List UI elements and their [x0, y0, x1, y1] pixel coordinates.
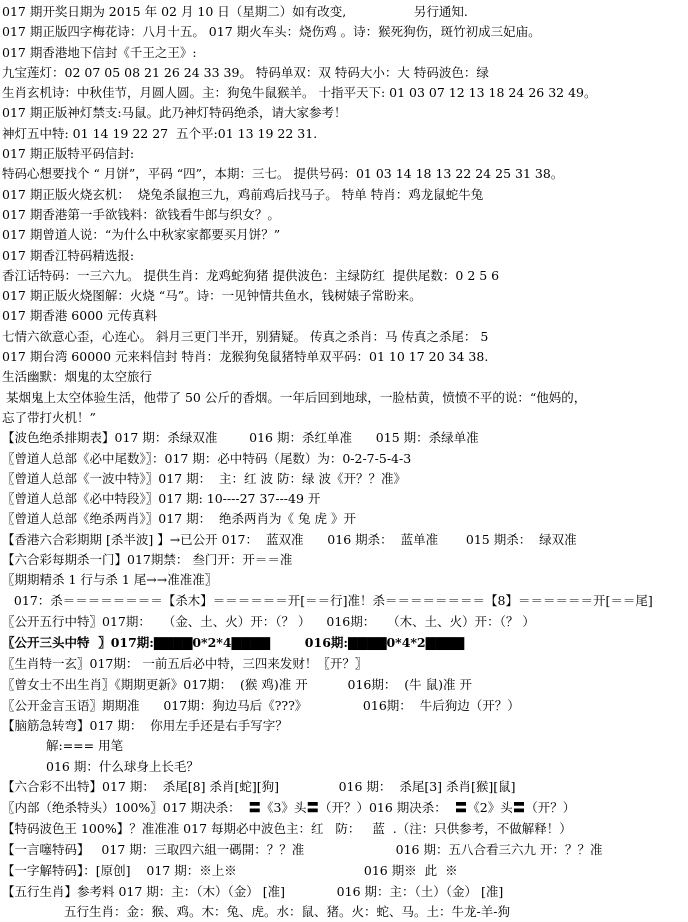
fax-header-line: 017 期香港 6000 元传真料 — [2, 308, 158, 324]
one-word-special-line: 【一言噻特码】 017 期：三取四六組一碼開：？？准 016 期：五八合看三六九 开：？？准 — [2, 842, 603, 858]
ms-zeng-line: 〖曾女士不出生肖〗《期期更新》017期： (猴 鸡)准 开 016期： (牛 鼠)准 开 — [2, 676, 472, 692]
underground-envelope-line: 017 期香港地下信封《千王之王》: — [2, 44, 197, 60]
mooncake-riddle-line: 特码心想要找个 “ 月饼”，平码 “四”，本期：三七。 提供号码：01 03 14 18 13 22 24 25 31 38。 — [2, 166, 564, 182]
internal-kill-head-line: 〖内部（绝杀特头）100%〗017 期决杀： 〓《3》头〓（开？）016 期决杀： 〓《2》头〓（开？） — [2, 800, 576, 816]
xiangjiang-header-line: 017 期香江特码精选报: — [2, 247, 135, 263]
kill-row-tail-detail-line: 017：杀＝＝＝＝＝＝＝＝【杀木】＝＝＝＝＝＝开[＝＝行]准！杀＝＝＝＝＝＝＝＝【8】＝＝＝＝＝＝开[＝＝尾] — [2, 592, 653, 608]
golden-words-line: 〖公开金言玉语〗期期准 017期：狗边马后《???》 016期： 牛后狗边（开？） — [2, 697, 520, 713]
kill-one-door-line: 【六合彩每期杀一门】017期禁： 叁门开：开＝＝准 — [2, 552, 293, 568]
humor-body-line-2: 忘了带打火机！” — [2, 409, 96, 425]
five-element-legend-line: 五行生肖：金：猴、鸡。木：兔、虎。水：鼠、猪。火：蛇、马。土：牛龙-羊-狗 — [64, 904, 510, 920]
fax-poem-line: 七情六欲意心歪，心连心。 斜月三更门半开，别猜疑。 传真之杀肖：马 传真之杀尾： 5 — [2, 328, 489, 344]
humor-title-line: 生活幽默：烟鬼的太空旅行 — [2, 369, 153, 385]
zodiac-mystery-line: 〖生肖特一玄〗017期： 一前五后必中特，三四来发财！〖开？〗 — [2, 655, 368, 671]
nine-lotus-line: 九宝莲灯：02 07 05 08 21 26 24 33 39。 特码单双：双 特码大小：大 特码波色：绿 — [2, 64, 489, 80]
wave-color-schedule-line: 【波色绝杀排期表】017 期：杀绿双准 016 期：杀红单准 015 期：杀绿单准 — [2, 430, 479, 446]
tail-number-line: 〖曾道人总部《必中尾数》〗：017 期：必中特码（尾数）为：0-2-7-5-4-3 — [2, 450, 412, 466]
fire-mystery-line: 017 期正版火烧玄机： 烧兔杀鼠抱三九，鸡前鸡后找马子。 特单 特肖：鸡龙鼠蛇牛兔 — [2, 186, 484, 202]
taiwan-envelope-line: 017 期台湾 60000 元来料信封 特肖：龙猴狗兔鼠猪特单双平码：01 10 17 20 34 38. — [2, 349, 489, 365]
brain-teaser-answer-line: 解:=== 用笔 — [46, 738, 124, 754]
zeng-says-line: 017 期曾道人说：“为什么中秋家家都要买月饼？” — [2, 227, 281, 243]
xiangjiang-tips-line: 香江话特码：一三六九。 提供生肖：龙鸡蛇狗猪 提供波色：主绿防红 提供尾数：0 2 5 6 — [2, 267, 500, 283]
one-character-line: 【一字解特码】：[原创] 017 期：※上※ 016 期※ 此 ※ — [2, 863, 458, 879]
plum-poem-line: 017 期正版四字梅花诗：八月十五。 017 期火车头：烧伤鸡 。诗：猴死狗伤，斑竹初成三妃庙。 — [2, 24, 541, 40]
one-wave-line: 〖曾道人总部《一波中特》〗017 期： 主：红 波 防：绿 波《开？？准》 — [2, 470, 406, 486]
first-hand-line: 017 期香港第一手欲钱料：欲钱看牛郎与织女？。 — [2, 206, 280, 222]
three-heads-line: 〖公开三头中特 〗017期:▇▇▇▇0*2*4▇▇▇▇ 016期:▇▇▇▇0*4*2▇▇▇▇ — [2, 634, 465, 650]
kill-two-zodiac-line: 〖曾道人总部《绝杀两肖》〗017 期： 绝杀两肖为《 兔 虎 》开 — [2, 511, 356, 527]
brain-teaser-016-line: 016 期：什么球身上长毛？ — [46, 758, 199, 774]
special-envelope-line: 017 期正版特平码信封: — [2, 146, 135, 162]
fire-diagram-line: 017 期正版火烧图解：火烧 “马”。诗：一见钟情共鱼水，钱树婊子常盼来。 — [2, 288, 422, 304]
zodiac-poem-line: 生肖玄机诗：中秋佳节，月圆人圆。主：狗兔牛鼠猴羊。 十指平天下: 01 03 07 12 13 18 24 26 32 49。 — [2, 85, 597, 101]
five-element-zodiac-line: 【五行生肖】参考料 017 期：主：（木）（金） [准] 016 期：主：（土）（金） [准] — [2, 884, 504, 900]
kill-half-wave-line: 【香港六合彩期期 [杀半波] 】→已公开 017： 蓝双准 016 期杀： 蓝单准 015 期杀： 绿双准 — [2, 531, 577, 547]
kill-row-tail-header-line: 〖期期精杀 1 行与杀 1 尾→→准准准〗 — [2, 572, 218, 588]
five-elements-line: 〖公开五行中特〗017期： （金、土、火）开：（？ ） 016期： （木、土、火）开：（？ ） — [2, 613, 535, 629]
draw-date-line: 017 期开奖日期为 2015 年 02 月 10 日（星期二）如有改变, 另行通知. — [2, 4, 468, 19]
wave-color-king-line: 【特码波色王 100%】？准准准 017 每期必中波色主：红 防： 蓝 .（注：只供参考，不做解释！） — [2, 821, 572, 837]
brain-teaser-line: 【脑筋急转弯】017 期： 你用左手还是右手写字？ — [2, 717, 288, 733]
no-special-line: 【六合彩不出特】017 期： 杀尾[8] 杀肖[蛇][狗] 016 期： 杀尾[3] 杀肖[猴][鼠] — [2, 778, 516, 794]
special-segment-line: 〖曾道人总部《必中特段》〗017 期: 10----27 37---49 开 — [2, 491, 321, 507]
divine-lamp-line: 017 期正版神灯禁支:马鼠。此乃神灯特码绝杀，请大家参考！ — [2, 105, 347, 121]
divine-lamp-numbers-line: 神灯五中特: 01 14 19 22 27 五个平:01 13 19 22 31. — [2, 125, 318, 141]
humor-body-line-1: 某烟鬼上太空体验生活，他带了 50 公斤的香烟。一年后回到地球，一脸枯黄，愤愤不平的说：“他妈的， — [2, 389, 587, 405]
